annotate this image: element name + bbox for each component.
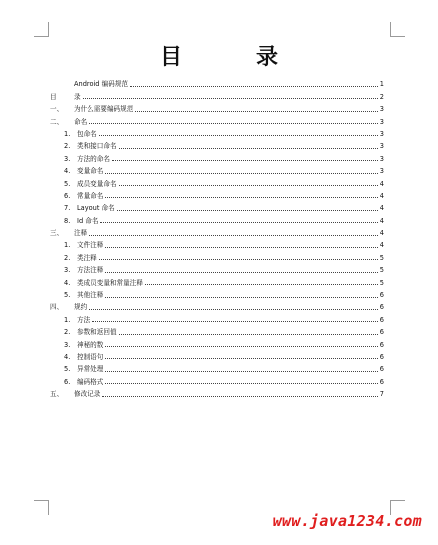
toc-dot-leader: [92, 321, 378, 322]
toc-entry-label: 方法的命名: [77, 154, 110, 163]
toc-entry[interactable]: [50, 237, 384, 249]
toc-dot-leader: [105, 272, 378, 273]
toc-page-number: 7: [379, 390, 384, 399]
toc-entry-number: 4.: [64, 352, 71, 361]
toc-page-number: 5: [379, 278, 384, 287]
toc-entry-label: 命名: [74, 117, 88, 126]
toc-page-number: 5: [379, 253, 384, 262]
toc-page-number: 3: [379, 167, 384, 176]
toc-entry-number: 3.: [64, 340, 71, 349]
toc-entry-label: 类注释: [77, 253, 97, 262]
toc-entry-number: 二、: [50, 117, 64, 126]
toc-entry-label: Android 编码规范: [74, 80, 128, 89]
toc-page-number: 3: [379, 142, 384, 151]
toc-entry-label: 方法: [77, 315, 91, 324]
toc-dot-leader: [112, 160, 378, 161]
toc-page-number: 6: [379, 303, 384, 312]
toc-entry-label: 包命名: [77, 129, 97, 138]
toc-entry[interactable]: [50, 101, 384, 113]
toc-dot-leader: [105, 371, 378, 372]
toc-entry-number: 6.: [64, 191, 71, 200]
toc-page-number: 6: [379, 352, 384, 361]
toc-entry[interactable]: [50, 386, 384, 398]
toc-page-number: 6: [379, 328, 384, 337]
toc-page-number: 4: [379, 229, 384, 238]
toc-dot-leader: [89, 123, 378, 124]
toc-dot-leader: [119, 148, 378, 149]
toc-entry-label: 神秘的数: [77, 340, 104, 349]
toc-entry[interactable]: [50, 76, 384, 88]
toc-entry[interactable]: [50, 274, 384, 286]
site-watermark: www.java1234.com: [272, 512, 422, 530]
toc-entry-number: 四、: [50, 303, 64, 312]
toc-page-number: 4: [379, 191, 384, 200]
toc-page-number: 3: [379, 154, 384, 163]
toc-entry-number: 1.: [64, 129, 71, 138]
toc-entry-label: 类和接口命名: [77, 142, 117, 151]
toc-page-number: 1: [379, 80, 384, 89]
toc-dot-leader: [83, 98, 378, 99]
toc-entry[interactable]: [50, 200, 384, 212]
toc-dot-leader: [135, 111, 378, 112]
toc-dot-leader: [105, 346, 378, 347]
toc-entry-label: 其他注释: [77, 291, 104, 300]
toc-entry-label: 编码格式: [77, 377, 104, 386]
toc-dot-leader: [119, 334, 378, 335]
toc-entry[interactable]: [50, 262, 384, 274]
toc-dot-leader: [99, 259, 378, 260]
toc-dot-leader: [100, 222, 378, 223]
toc-page-number: 2: [379, 92, 384, 101]
toc-dot-leader: [145, 284, 378, 285]
toc-page-number: 4: [379, 179, 384, 188]
toc-entry-number: 5.: [64, 291, 71, 300]
toc-entry-label: 变量命名: [77, 167, 104, 176]
toc-entry-number: 5.: [64, 365, 71, 374]
toc-entry[interactable]: [50, 212, 384, 224]
toc-page-number: 4: [379, 216, 384, 225]
toc-entry-number: 三、: [50, 229, 64, 238]
toc-entry[interactable]: [50, 163, 384, 175]
toc-page-number: 6: [379, 377, 384, 386]
toc-entry[interactable]: [50, 88, 384, 100]
toc-page-number: 6: [379, 291, 384, 300]
toc-entry-label: 参数和返回值: [77, 328, 117, 337]
toc-entry-number: 目: [50, 92, 57, 101]
toc-dot-leader: [89, 309, 378, 310]
toc-page-number: 6: [379, 365, 384, 374]
toc-page-number: 4: [379, 241, 384, 250]
crop-mark-bottom-left: [34, 500, 49, 515]
toc-entry-number: 3.: [64, 266, 71, 275]
toc-entry-number: 2.: [64, 142, 71, 151]
toc-dot-leader: [102, 396, 378, 397]
toc-entry-number: 7.: [64, 204, 71, 213]
toc-entry-label: 注释: [74, 229, 88, 238]
toc-entry[interactable]: [50, 188, 384, 200]
toc-dot-leader: [99, 135, 378, 136]
toc-entry-number: 一、: [50, 105, 64, 114]
toc-entry[interactable]: [50, 150, 384, 162]
toc-entry[interactable]: [50, 373, 384, 385]
toc-entry-number: 6.: [64, 377, 71, 386]
toc-entry-label: 文件注释: [77, 241, 104, 250]
table-of-contents: [50, 76, 384, 398]
toc-title: 目 录: [159, 44, 304, 70]
toc-entry-number: 1.: [64, 315, 71, 324]
toc-entry-label: 常量命名: [77, 191, 104, 200]
toc-entry-number: 8.: [64, 216, 71, 225]
toc-entry[interactable]: [50, 113, 384, 125]
toc-entry-label: 成员变量命名: [77, 179, 117, 188]
toc-entry[interactable]: [50, 349, 384, 361]
toc-entry[interactable]: [50, 138, 384, 150]
toc-entry[interactable]: [50, 287, 384, 299]
toc-page-number: 3: [379, 129, 384, 138]
toc-entry-label: 规约: [74, 303, 88, 312]
toc-entry[interactable]: [50, 225, 384, 237]
toc-entry-label: 录: [74, 92, 81, 101]
toc-entry-label: 类成员变量和常量注释: [77, 278, 143, 287]
toc-entry-number: 4.: [64, 167, 71, 176]
toc-entry[interactable]: [50, 249, 384, 261]
toc-entry-number: 3.: [64, 154, 71, 163]
toc-dot-leader: [105, 358, 378, 359]
toc-entry-label: Layout 命名: [77, 204, 115, 213]
toc-dot-leader: [89, 235, 378, 236]
toc-dot-leader: [130, 86, 378, 87]
toc-entry-label: 为什么需要编码规范: [74, 105, 134, 114]
toc-dot-leader: [105, 197, 378, 198]
toc-entry-number: 5.: [64, 179, 71, 188]
toc-entry[interactable]: [50, 361, 384, 373]
toc-entry[interactable]: [50, 324, 384, 336]
toc-entry[interactable]: [50, 299, 384, 311]
toc-page-number: 6: [379, 340, 384, 349]
toc-entry-label: 异常处理: [77, 365, 104, 374]
toc-entry[interactable]: [50, 311, 384, 323]
toc-entry-label: 方法注释: [77, 266, 104, 275]
toc-dot-leader: [105, 297, 378, 298]
toc-page-number: 5: [379, 266, 384, 275]
toc-entry[interactable]: [50, 336, 384, 348]
toc-page-number: 3: [379, 105, 384, 114]
toc-entry-label: Id 命名: [77, 216, 99, 225]
toc-entry-number: 2.: [64, 253, 71, 262]
toc-dot-leader: [119, 185, 378, 186]
toc-dot-leader: [105, 247, 378, 248]
toc-dot-leader: [117, 210, 378, 211]
toc-dot-leader: [105, 383, 378, 384]
toc-entry-number: 2.: [64, 328, 71, 337]
toc-entry-label: 修改记录: [74, 390, 101, 399]
toc-dot-leader: [105, 173, 378, 174]
toc-entry-label: 控制语句: [77, 352, 104, 361]
toc-entry[interactable]: [50, 126, 384, 138]
toc-entry-number: 五、: [50, 390, 64, 399]
toc-page-number: 6: [379, 315, 384, 324]
crop-mark-top-left: [34, 22, 49, 37]
toc-page-number: 3: [379, 117, 384, 126]
crop-mark-top-right: [390, 22, 405, 37]
toc-entry[interactable]: [50, 175, 384, 187]
toc-entry-number: 4.: [64, 278, 71, 287]
toc-entry-number: 1.: [64, 241, 71, 250]
toc-page-number: 4: [379, 204, 384, 213]
